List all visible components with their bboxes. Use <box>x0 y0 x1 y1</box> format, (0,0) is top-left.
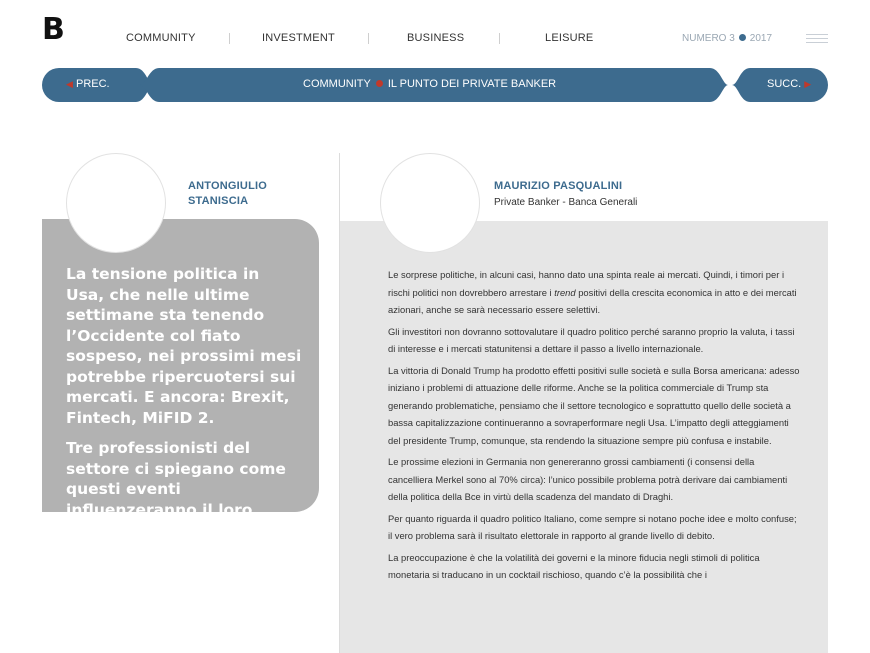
prev-label: PREC. <box>75 78 110 90</box>
article-paragraph: Le prossime elezioni in Germania non genereranno grossi cambiamenti (i consensi della cancelliera Merkel sono al 70% circa): l’unico possibile problema potrà derivare dai cambiamenti della politica della Bce in virtù della scadenza del mandato di Draghi. <box>388 456 788 502</box>
next-label: SUCC. <box>767 78 802 90</box>
author-name-line1: ANTONGIULIO <box>188 180 267 192</box>
logo[interactable]: B <box>42 12 65 47</box>
chevron-left-icon: ◀ <box>66 79 73 89</box>
nav-item-business[interactable]: BUSINESS <box>407 32 465 44</box>
author-name-right: MAURIZIO PASQUALINI <box>494 180 623 192</box>
author-role: Private Banker - Banca Generali <box>494 197 638 208</box>
section-bar <box>42 68 828 102</box>
nav-item-investment[interactable]: INVESTMENT <box>262 32 335 44</box>
nav-divider <box>499 33 500 44</box>
author-name-line2: STANISCIA <box>188 195 249 207</box>
intro-text <box>66 264 302 551</box>
issue-dot-icon <box>739 34 746 41</box>
next-button[interactable] <box>767 78 811 90</box>
section-name[interactable]: COMMUNITY <box>303 78 371 90</box>
prev-button[interactable] <box>66 78 110 90</box>
avatar-pasqualini <box>380 153 480 253</box>
intro-paragraph: La tensione politica in Usa, che nelle ultime settimane sta tenendo l’Occidente col fiato sospeso, nei prossimi mesi potrebbe ripercuotersi sui mercati. E ancora: Brexit, Fintech, MiFID 2. <box>66 265 302 427</box>
nav-divider <box>229 33 230 44</box>
article-paragraph: Gli investitori non dovranno sottovalutare il quadro politico perché saranno proprio la valuta, i tassi di interesse e i mercati statunitensi a dettare il passo a livello internazionale. <box>388 325 795 354</box>
issue-label: NUMERO 3 <box>682 33 735 44</box>
menu-icon[interactable] <box>806 34 828 44</box>
section-title <box>303 78 556 90</box>
section-subtitle: IL PUNTO DEI PRIVATE BANKER <box>387 78 557 90</box>
nav-item-community[interactable]: COMMUNITY <box>126 32 196 44</box>
separator-dot-icon <box>376 80 383 87</box>
article-paragraph: Per quanto riguarda il quadro politico Italiano, come sempre si notano poche idee e molto confuse; il vero problema sarà il risultato elettorale in rapporto al grande livello di debito. <box>388 512 797 541</box>
author-name-left <box>188 179 267 209</box>
article-body <box>388 266 800 588</box>
article-paragraph: La preoccupazione è che la volatilità dei governi e la minore fiducia negli stimoli di politica monetaria si traducano in un cocktail rischioso, quando c’è la possibilità che i <box>388 551 760 580</box>
chevron-right-icon: ▶ <box>804 79 812 89</box>
issue-indicator <box>682 33 772 44</box>
nav-divider <box>368 33 369 44</box>
article-paragraph: La vittoria di Donald Trump ha prodotto effetti positivi sulle società e sulla Borsa americana: adesso iniziano i problemi di attuazione delle riforme. Anche se la politica commerciale di Trump sta generando problematiche, pensiamo che il settore tecnologico e soprattutto quello delle società a bassa capitalizzazione continueranno a sovraperformare negli Usa. L’impatto degli atteggiamenti del presidente Trump, comunque, sta rendendo la situazione sempre più confusa e instabile. <box>388 364 800 446</box>
article-paragraph: Le sorprese politiche, in alcuni casi, hanno dato una spinta reale ai mercati. Quindi, i timori per i rischi politici non dovrebbero arrestare i trend positivi della crescita economica in atto e dei mercati azionari, anche se sarà necessario essere selettivi. <box>388 269 797 315</box>
issue-year: 2017 <box>749 33 773 44</box>
intro-paragraph: Tre professionisti del settore ci spiegano come questi eventi influenzeranno il loro lavoro <box>66 439 286 539</box>
avatar-staniscia <box>66 153 166 253</box>
nav-item-leisure[interactable]: LEISURE <box>545 32 594 44</box>
